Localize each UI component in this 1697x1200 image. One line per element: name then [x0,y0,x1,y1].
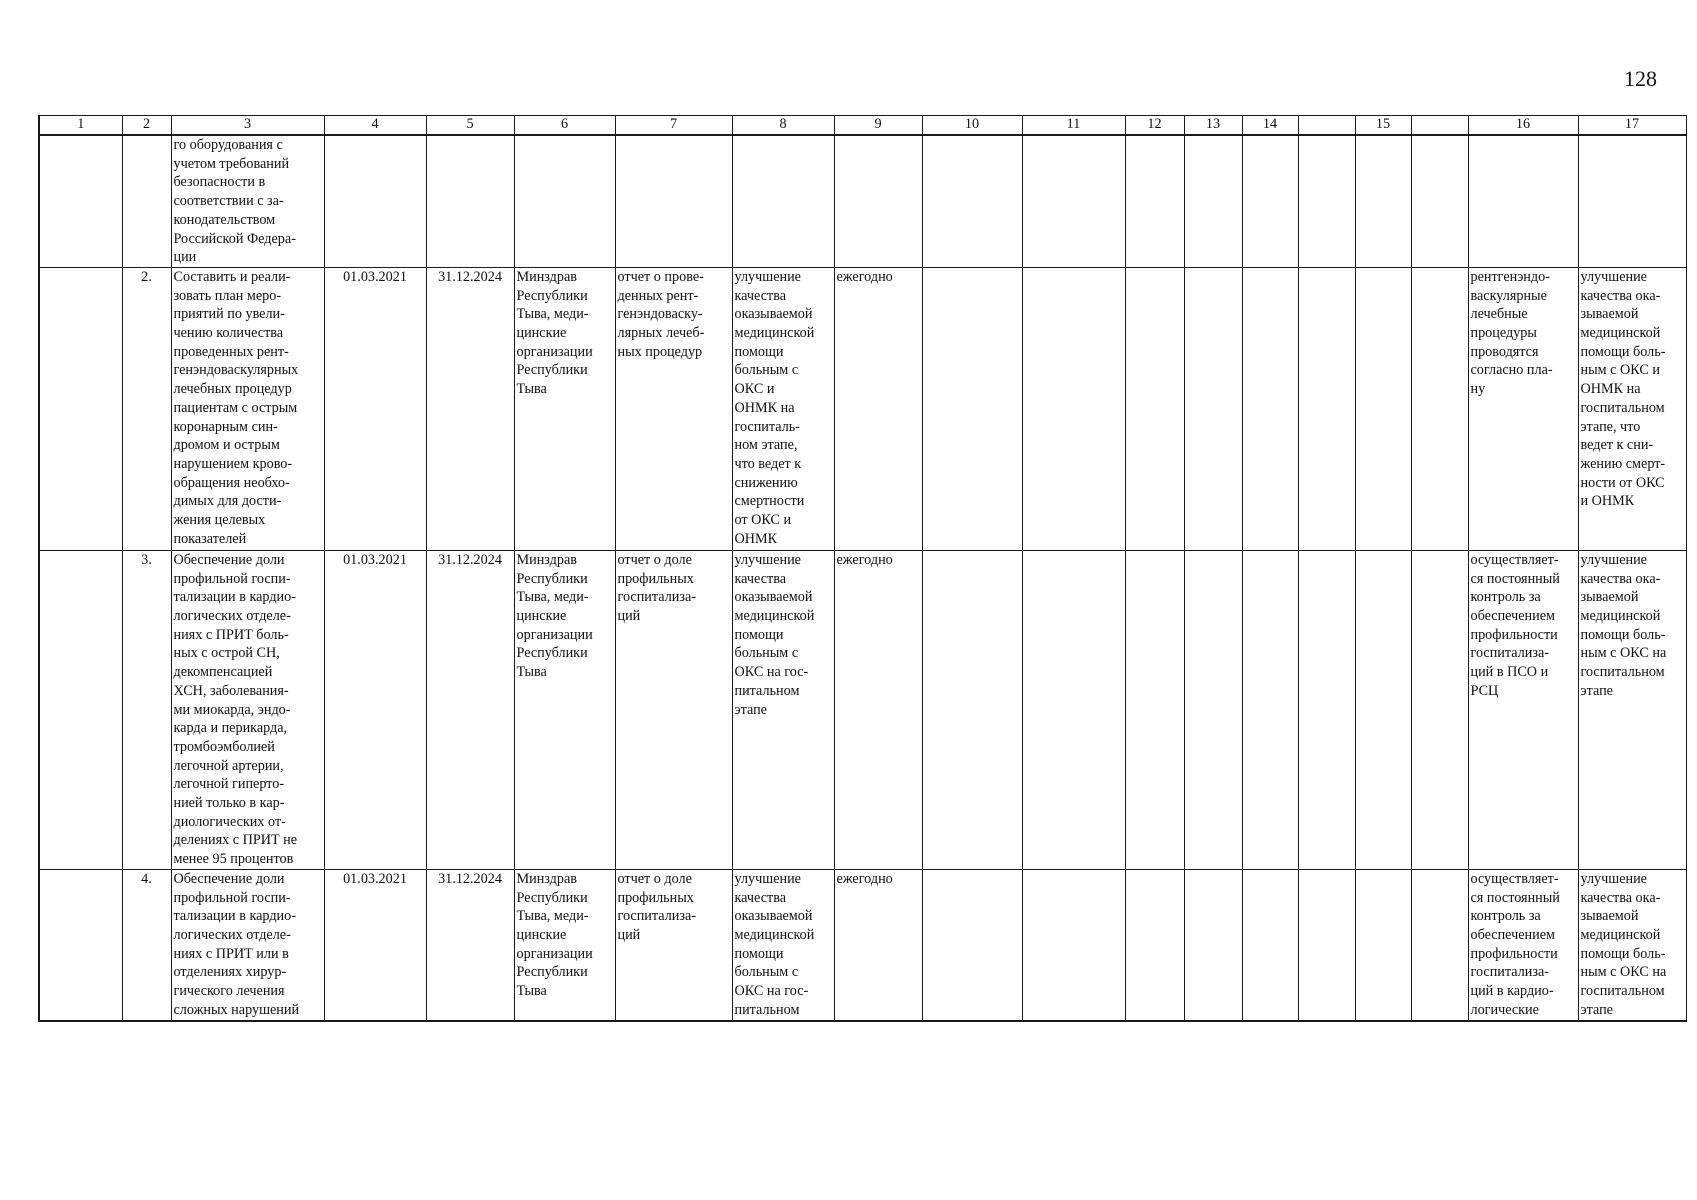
row-empty-cell [1184,267,1242,550]
header-cell: 9 [834,116,922,136]
header-cell: 16 [1468,116,1578,136]
header-cell [1411,116,1468,136]
header-cell [1298,116,1355,136]
expected-effect: улучшение качества ока- зываемой медицинской помощи боль- ным с ОКС на госпитальном этапе [1578,550,1686,869]
row-empty-cell [922,550,1022,869]
table-row [39,869,1686,1020]
row-empty-cell [1184,135,1242,267]
row-empty-cell [1298,550,1355,869]
expected-effect [1578,135,1686,267]
report-form [615,135,732,267]
header-cell: 12 [1125,116,1184,136]
header-cell: 13 [1184,116,1242,136]
frequency: ежегодно [834,869,922,1020]
row-number: 2. [122,267,171,550]
activity-name: го оборудования с учетом требований безопасности в соответствии с за- конодательством Российской Федера- ции [171,135,324,267]
header-cell: 5 [426,116,514,136]
table-row [39,550,1686,869]
row-empty-cell [1355,869,1411,1020]
row-empty-cell [1298,869,1355,1020]
row-empty-cell [39,135,122,267]
responsible: Минздрав Республики Тыва, меди- цинские организации Республики Тыва [514,869,615,1020]
table-row [39,267,1686,550]
start-date: 01.03.2021 [324,267,426,550]
row-empty-cell [1184,869,1242,1020]
plan-table [38,115,1687,1022]
row-empty-cell [1022,135,1125,267]
start-date: 01.03.2021 [324,869,426,1020]
report-form: отчет о доле профильных госпитализа- ций [615,550,732,869]
frequency: ежегодно [834,550,922,869]
frequency [834,135,922,267]
row-empty-cell [1242,550,1298,869]
header-cell: 14 [1242,116,1298,136]
expected-effect: улучшение качества ока- зываемой медицинской помощи боль- ным с ОКС на госпитальном этапе [1578,869,1686,1020]
end-date: 31.12.2024 [426,550,514,869]
responsible: Минздрав Республики Тыва, меди- цинские организации Республики Тыва [514,267,615,550]
result: улучшение качества оказываемой медицинской помощи больным с ОКС на гос- питальном [732,869,834,1020]
activity-name: Обеспечение доли профильной госпи- тализации в кардио- логических отделе- ниях с ПРИТ боль- ных с острой СН, декомпенсацией ХСН, заболевания- ми миокарда, эндо- карда и перикарда, тромбоэмболией легочной артерии, легочной гиперто- нией только в кар- диологических от- делениях с ПРИТ не менее 95 процентов [171,550,324,869]
header-cell: 7 [615,116,732,136]
row-empty-cell [1298,267,1355,550]
row-empty-cell [1125,869,1184,1020]
header-cell: 6 [514,116,615,136]
row-empty-cell [1411,550,1468,869]
frequency: ежегодно [834,267,922,550]
end-date: 31.12.2024 [426,267,514,550]
status-description: рентгенэндо- васкулярные лечебные процедуры проводятся согласно пла- ну [1468,267,1578,550]
row-empty-cell [1298,135,1355,267]
table-header-row [39,116,1686,136]
row-empty-cell [39,869,122,1020]
row-empty-cell [1022,869,1125,1020]
row-empty-cell [1355,267,1411,550]
header-cell: 15 [1355,116,1411,136]
header-cell: 2 [122,116,171,136]
activity-name: Составить и реали- зовать план меро- приятий по увели- чению количества проведенных рент- генэндоваскулярных лечебных процедур пациентам с острым коронарным син- дромом и острым нарушением крово- обращения необхо- димых для дости- жения целевых показателей [171,267,324,550]
report-form: отчет о прове- денных рент- генэндоваску- лярных лечеб- ных процедур [615,267,732,550]
row-empty-cell [922,267,1022,550]
row-number: 4. [122,869,171,1020]
row-empty-cell [1242,869,1298,1020]
status-description [1468,135,1578,267]
row-empty-cell [922,869,1022,1020]
row-empty-cell [1184,550,1242,869]
end-date [426,135,514,267]
start-date: 01.03.2021 [324,550,426,869]
status-description: осуществляет- ся постоянный контроль за обеспечением профильности госпитализа- ций в ПСО и РСЦ [1468,550,1578,869]
responsible [514,135,615,267]
row-number [122,135,171,267]
result: улучшение качества оказываемой медицинской помощи больным с ОКС на гос- питальном этапе [732,550,834,869]
row-empty-cell [1022,267,1125,550]
result: улучшение качества оказываемой медицинской помощи больным с ОКС и ОНМК на госпиталь- ном этапе, что ведет к снижению смертности от ОКС и ОНМК [732,267,834,550]
row-empty-cell [1355,135,1411,267]
row-empty-cell [39,550,122,869]
row-empty-cell [1125,135,1184,267]
start-date [324,135,426,267]
expected-effect: улучшение качества ока- зываемой медицинской помощи боль- ным с ОКС и ОНМК на госпитальном этапе, что ведет к сни- жению смерт- ности от ОКС и ОНМК [1578,267,1686,550]
result [732,135,834,267]
row-empty-cell [1022,550,1125,869]
header-cell: 11 [1022,116,1125,136]
report-form: отчет о доле профильных госпитализа- ций [615,869,732,1020]
header-cell: 3 [171,116,324,136]
table-row [39,135,1686,267]
row-empty-cell [39,267,122,550]
page-number: 128 [1624,66,1657,91]
row-empty-cell [1411,869,1468,1020]
row-empty-cell [1242,267,1298,550]
responsible: Минздрав Республики Тыва, меди- цинские организации Республики Тыва [514,550,615,869]
end-date: 31.12.2024 [426,869,514,1020]
header-cell: 10 [922,116,1022,136]
row-empty-cell [1242,135,1298,267]
header-cell: 1 [39,116,122,136]
row-empty-cell [1411,267,1468,550]
status-description: осуществляет- ся постоянный контроль за обеспечением профильности госпитализа- ций в кардио- логические [1468,869,1578,1020]
row-empty-cell [922,135,1022,267]
row-empty-cell [1411,135,1468,267]
row-empty-cell [1355,550,1411,869]
header-cell: 4 [324,116,426,136]
row-empty-cell [1125,267,1184,550]
row-empty-cell [1125,550,1184,869]
activity-name: Обеспечение доли профильной госпи- тализации в кардио- логических отделе- ниях с ПРИТ или в отделениях хирур- гического лечения сложных нарушений [171,869,324,1020]
header-cell: 8 [732,116,834,136]
row-number: 3. [122,550,171,869]
header-cell: 17 [1578,116,1686,136]
